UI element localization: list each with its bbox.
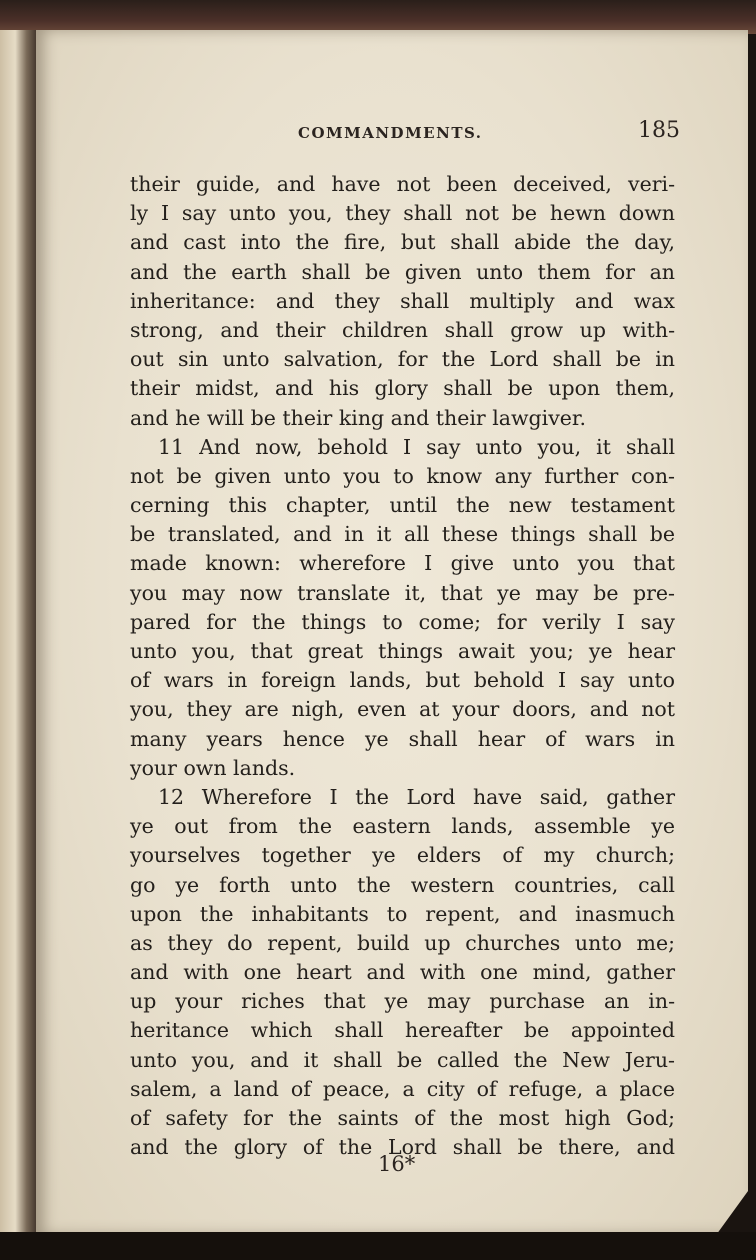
text-line: of safety for the saints of the most high God;	[130, 1106, 675, 1130]
text-line: salem, a land of peace, a city of refuge, a place	[130, 1076, 675, 1101]
signature-mark: 16*	[378, 1152, 416, 1176]
text-line: their midst, and his glory shall be upon them,	[130, 376, 675, 401]
text-line: up your riches that ye may purchase an in-	[130, 989, 675, 1014]
text-line: cerning this chapter, until the new testament	[130, 493, 675, 518]
text-line: you, they are nigh, even at your doors, and not	[130, 697, 675, 722]
text-line: be translated, and in it all these things shall be	[130, 522, 675, 547]
text-line: and the glory of the Lord shall be there, and	[130, 1135, 675, 1160]
text-line: inheritance: and they shall multiply and wax	[130, 288, 675, 313]
text-line: out sin unto salvation, for the Lord shall be in	[130, 347, 675, 372]
text-line: made known: wherefore I give unto you that	[130, 551, 675, 576]
page-number: 185	[638, 118, 680, 143]
text-line: you may now translate it, that ye may be pre-	[130, 580, 675, 605]
text-line: and he will be their king and their lawgiver.	[130, 405, 586, 430]
text-line: pared for the things to come; for verily I say	[130, 609, 675, 634]
text-line: ye out from the eastern lands, assemble ye	[130, 814, 675, 839]
book-left-page-edges	[0, 30, 38, 1235]
text-line: ly I say unto you, they shall not be hewn down	[130, 201, 675, 226]
text-line: and cast into the fire, but shall abide the day,	[130, 230, 675, 255]
text-line: many years hence ye shall hear of wars in	[130, 726, 675, 751]
text-line: unto you, that great things await you; ye hear	[130, 639, 675, 663]
text-line: their guide, and have not been deceived, veri-	[130, 172, 675, 196]
text-line: unto you, and it shall be called the New Jeru-	[130, 1047, 675, 1072]
text-line: yourselves together ye elders of my church;	[130, 843, 675, 868]
text-line: heritance which shall hereafter be appointed	[130, 1018, 675, 1043]
verse-12-start: 12 Wherefore I the Lord have said, gather	[158, 784, 675, 809]
text-line: not be given unto you to know any further con-	[130, 463, 675, 488]
text-line: of wars in foreign lands, but behold I say unto	[130, 668, 675, 693]
text-line: upon the inhabitants to repent, and inasmuch	[130, 901, 675, 926]
running-title: COMMANDMENTS.	[298, 124, 483, 142]
book-top-edge	[0, 0, 756, 34]
text-line: your own lands.	[130, 755, 296, 780]
text-line: and with one heart and with one mind, gather	[130, 960, 675, 985]
text-line: strong, and their children shall grow up with-	[130, 317, 675, 342]
body-text	[130, 170, 675, 1162]
page-header	[80, 118, 680, 148]
text-line: and the earth shall be given unto them for an	[130, 259, 675, 284]
book-bottom-edge	[0, 1232, 756, 1260]
text-line: as they do repent, build up churches unto me;	[130, 930, 675, 955]
verse-11-start: 11 And now, behold I say unto you, it shall	[158, 434, 675, 459]
text-line: go ye forth unto the western countries, call	[130, 872, 675, 897]
